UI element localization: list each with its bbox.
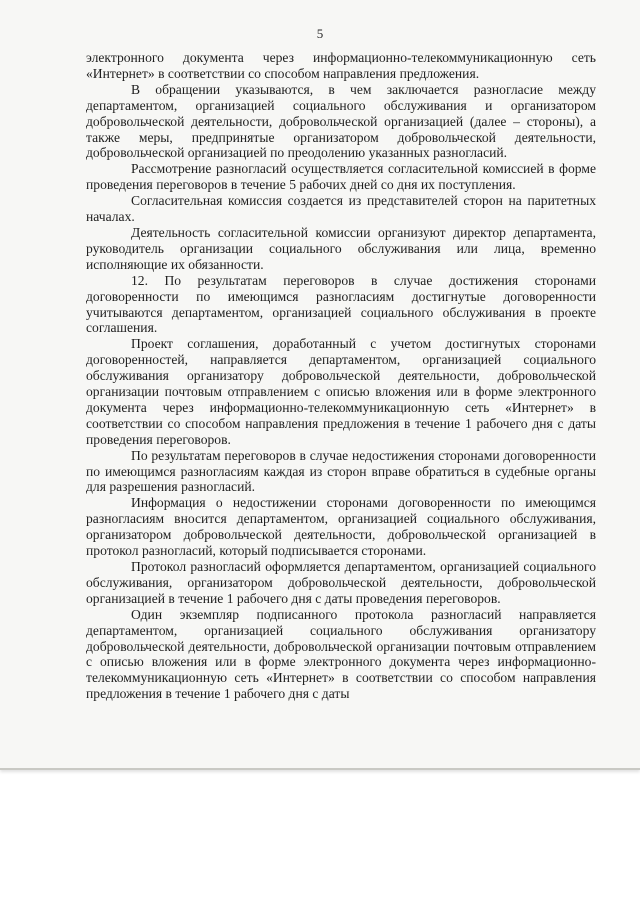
paragraph-appeal-contents: В обращении указываются, в чем заключается разногласие между департаментом, организацией социального обслуживания и организатором добровольческой деятельности, добровольческой организацией (далее – стороны), а также меры, предпринятые организатором добровольческой деятельности, добровольческой организацией по преодолению указанных разногласий. xyxy=(86,81,596,161)
paragraph-item-12: 12. По результатам переговоров в случае достижения сторонами договоренности по имеющимся разногласиям достигнутые договоренности учитываются департаментом, организацией социального обслуживания в проекте соглашения. xyxy=(86,272,596,336)
paragraph-continuation: электронного документа через информационно-телекоммуникационную сеть «Интернет» в соответствии со способом направления предложения. xyxy=(86,50,596,81)
page-number: 5 xyxy=(316,26,324,41)
paragraph-commission-organizers: Деятельность согласительной комиссии организуют директор департамента, руководитель организации социального обслуживания или лица, временно исполняющие их обязанности. xyxy=(86,224,596,272)
paragraph-commission-formation: Согласительная комиссия создается из представителей сторон на паритетных началах. xyxy=(86,193,596,225)
document-body xyxy=(86,50,596,702)
paragraph-court-appeal: По результатам переговоров в случае недостижения сторонами договоренности по имеющимся разногласиям каждая из сторон вправе обратиться в судебные органы для разрешения разногласий. xyxy=(86,447,596,495)
paragraph-disagreement-info: Информация о недостижении сторонами договоренности по имеющимся разногласиям вносится департаментом, организацией социального обслуживания, организатором добровольческой деятельности, добровольческой организацией в протокол разногласий, который подписывается сторонами. xyxy=(86,495,596,559)
paragraph-review-period: Рассмотрение разногласий осуществляется согласительной комиссией в форме проведения переговоров в течение 5 рабочих дней со дня их поступления. xyxy=(86,161,596,193)
paragraph-protocol-preparation: Протокол разногласий оформляется департаментом, организацией социального обслуживания, организатором добровольческой деятельности, добровольческой организацией в течение 1 рабочего дня с даты проведения переговоров. xyxy=(86,559,596,606)
paragraph-draft-agreement: Проект соглашения, доработанный с учетом достигнутых сторонами договоренностей, направляется департаментом, организацией социального обслуживания организатору добровольческой деятельности, добровольческой организации почтовым отправлением с описью вложения или в форме электронного документа через информационно-телекоммуникационную сеть «Интернет» в соответствии со способом направления предложения в течение 1 рабочего дня с даты проведения переговоров. xyxy=(86,336,596,447)
paragraph-protocol-sending: Один экземпляр подписанного протокола разногласий направляется департаментом, организацией социального обслуживания организатору добровольческой деятельности, добровольческой организации почтовым отправлением с описью вложения или в форме электронного документа через информационно-телекоммуникационную сеть «Интернет» в соответствии со способом направления предложения в течение 1 рабочего дня с даты xyxy=(86,606,596,702)
